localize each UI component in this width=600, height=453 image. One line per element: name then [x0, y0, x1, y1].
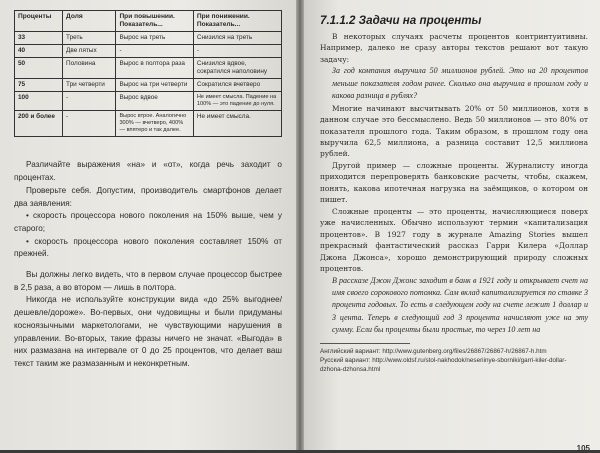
footnote-divider: [320, 343, 410, 344]
table-row: [15, 45, 282, 58]
book-gutter: [296, 0, 304, 450]
paragraph: Проверьте себя. Допустим, производитель смартфонов делает два заявления:: [14, 185, 282, 208]
paragraph: Другой пример — сложные проценты. Журналисту иногда приходится перепроверять банковские расчеты, чтобы, скажем, понять, какова ипотечная нагрузка на заёмщиков, о котором он пишет.: [320, 160, 588, 205]
table-cell: 33: [15, 32, 63, 45]
table-header-cell: Проценты: [15, 11, 63, 32]
table-cell: 40: [15, 45, 63, 58]
table-cell: Сократился вчетверо: [193, 79, 281, 92]
paragraph: Никогда не используйте конструкции вида «до 25% выгоднее/дешевле/дороже». Во-первых, они чудовищны и были придуманы косноязычными маркетологами, не чувствующими нарушения в управлении. Во-вторых, такие фразы ничего не значат. «Выгода» в них размазана на интервале от 0 до 25 процентов, что делает ваш текст таким же размазанным и неконкретным.: [14, 295, 282, 368]
bullet-item: • скорость процессора нового поколения составляет 150% от прежней.: [14, 236, 282, 259]
table-header-cell: При понижении. Показатель...: [193, 11, 281, 32]
table-header-row: [15, 11, 282, 32]
table-cell: -: [116, 45, 193, 58]
footnote: Русский вариант: http://www.oldsf.ru/stol-nakhodok/neseriinye-sborniki/garri-kiler-dollar-dzhona-dzhonsa.html: [320, 356, 567, 373]
paragraph: Различайте выражения «на» и «от», когда речь заходит о процентах.: [14, 160, 282, 183]
paragraph: В некоторых случаях расчеты процентов контринтуитивны. Например, далеко не сразу авторы текстов решают вот такую задачу:: [320, 32, 588, 64]
table-header-cell: Доля: [63, 11, 116, 32]
table-cell: -: [63, 92, 116, 111]
table-cell: Треть: [63, 32, 116, 45]
table-row: [15, 79, 282, 92]
table-cell: Снизился на треть: [193, 32, 281, 45]
table-cell: Две пятых: [63, 45, 116, 58]
table-cell: Три четверти: [63, 79, 116, 92]
table-row: [15, 111, 282, 137]
table-cell: Вырос в полтора раза: [116, 58, 193, 79]
table-cell: Вырос вдвое: [116, 92, 193, 111]
right-page: [304, 0, 600, 453]
example-quote: В рассказе Джон Джонс заходит в банк в 1921 году и открывает счет на имя своего сорокового потомка. Сам вклад капитализируется по ставке 3 процента годовых. То есть в следующем году на счете лежит 1 доллар и 3 цента. Теперь в следующий год 3 процента начисляют уже на эту сумму. Если бы проценты были простые, то через 10 лет на: [332, 275, 588, 335]
table-cell: Вырос на треть: [116, 32, 193, 45]
page-number: 105: [576, 444, 590, 453]
paragraph: Сложные проценты — это проценты, начисляющиеся поверх уже начисленных. Обычно используют термин «капитализация процентов». В 1927 году в журнале Amazing Stories вышел прекрасный фантастический рассказ Гарри Килера «Доллар Джона Джонса», хорошо демонстрирующий природу сложных процентов.: [320, 206, 588, 274]
table-header-cell: При повышении. Показатель...: [116, 11, 193, 32]
table-cell: Половина: [63, 58, 116, 79]
paragraph: Вы должны легко видеть, что в первом случае процессор быстрее в 2,5 раза, а во втором — лишь в полтора.: [14, 270, 282, 292]
table-row: [15, 58, 282, 79]
percent-table: [14, 10, 282, 137]
table-cell: Вырос на три четверти: [116, 79, 193, 92]
table-cell: Не имеет смысла. Падение на 100% — это падение до нуля.: [193, 92, 281, 111]
table-cell: -: [193, 45, 281, 58]
table-cell: 200 и более: [15, 111, 63, 137]
bullet-item: • скорость процессора нового поколения на 150% выше, чем у старого;: [14, 211, 282, 233]
paragraph: Многие начинают высчитывать 20% от 50 миллионов, хотя в данном случае это бессмыслено. Ведь 50 миллионов — это 80% от показателя прошлого года. Таким образом, в прошлом году она выручила 62,5 миллиона, а разница составит 12,5 миллиона рублей.: [320, 103, 588, 159]
table-cell: Снизился вдвое, сократился наполовину: [193, 58, 281, 79]
table-cell: Не имеет смысла.: [193, 111, 281, 137]
footnote: Английский вариант: http://www.gutenberg.org/files/26867/26867-h/26867-h.htm: [320, 347, 547, 355]
example-quote: За год компания выручила 50 миллионов рублей. Это на 20 процентов меньше показателя годом ранее. Сколько она выручила в прошлом году и какова разница в рублях?: [332, 66, 588, 101]
section-heading: 7.1.1.2 Задачи на проценты: [320, 14, 482, 27]
table-cell: -: [63, 111, 116, 137]
table-cell: 75: [15, 79, 63, 92]
left-page: [0, 0, 296, 450]
table-row: [15, 92, 282, 111]
table-cell: 100: [15, 92, 63, 111]
table-cell: Вырос втрое. Аналогично 300% — вчетверо, 400% — впятеро и так далее.: [116, 111, 193, 137]
table-cell: 50: [15, 58, 63, 79]
table-row: [15, 32, 282, 45]
